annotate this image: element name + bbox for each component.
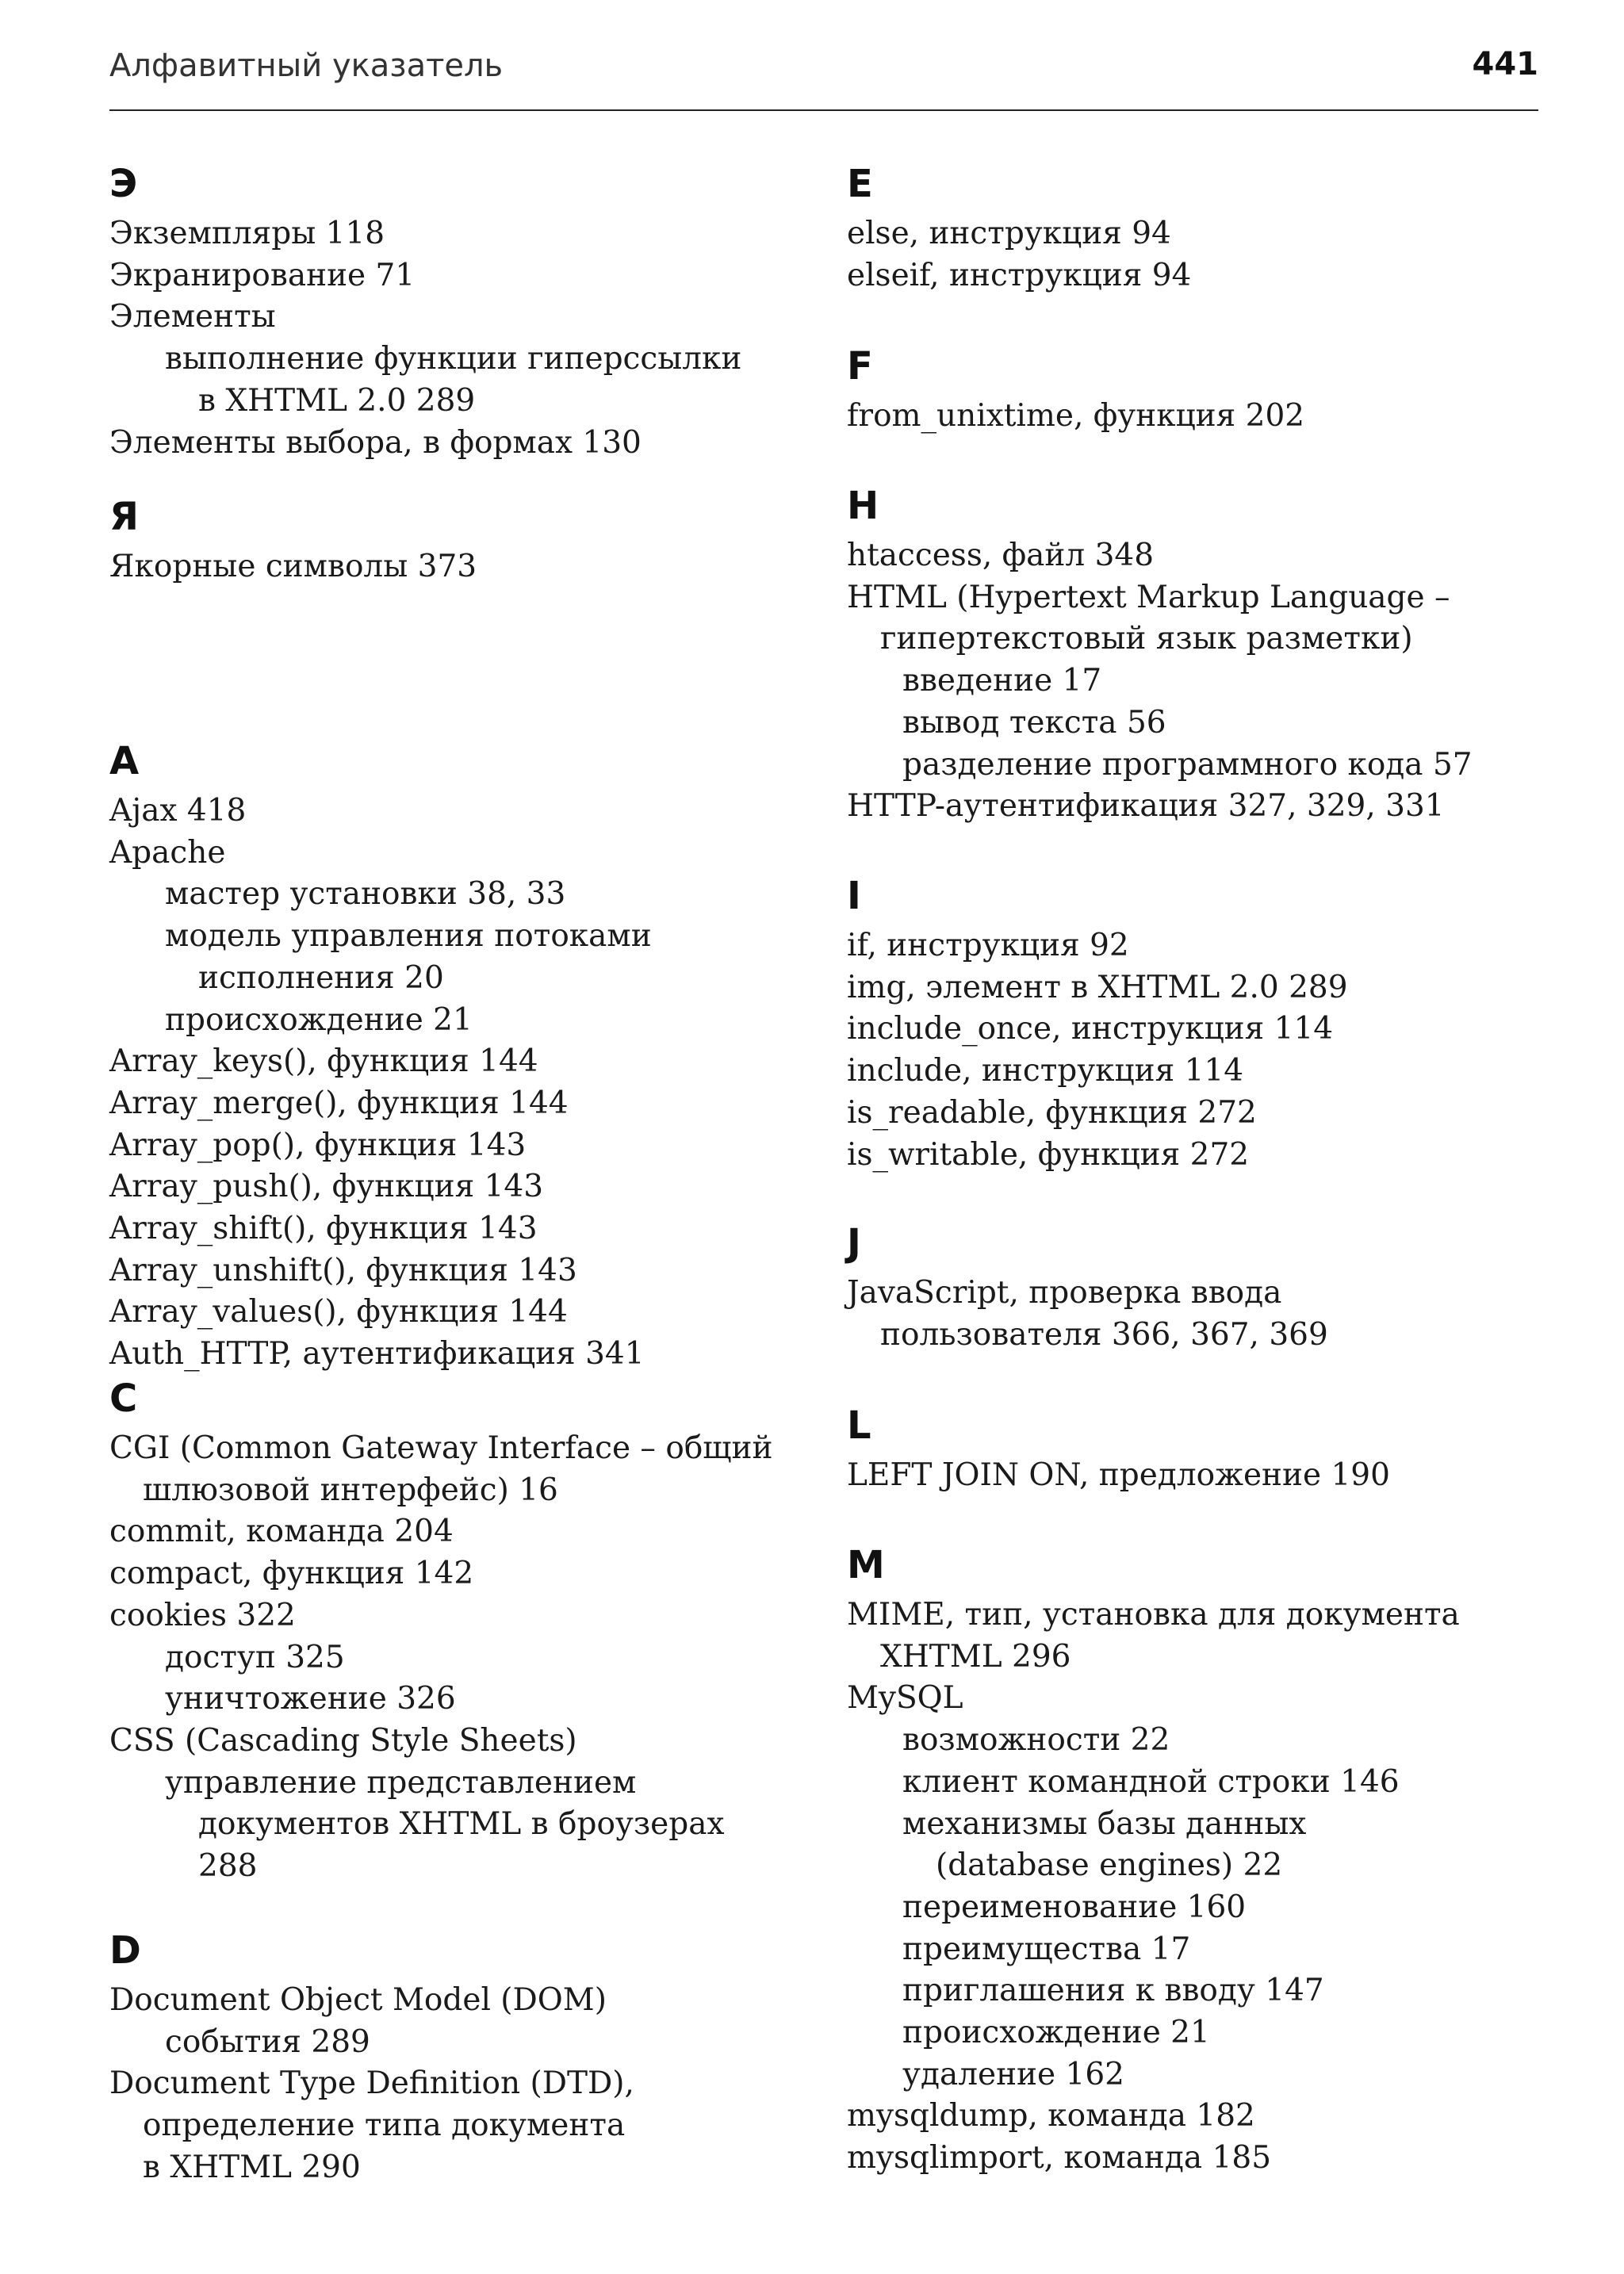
index-entry: Якорные символы 373 <box>109 549 477 584</box>
index-entry: include_once, инструкция 114 <box>847 1011 1334 1047</box>
index-subentry: в XHTML 290 <box>143 2149 361 2185</box>
index-subentry: гипертекстовый язык разметки) <box>880 621 1413 657</box>
index-subentry: XHTML 296 <box>880 1638 1071 1675</box>
section-letter: Э <box>109 162 138 206</box>
index-subentry: события 289 <box>165 2023 370 2060</box>
index-subentry: возможности 22 <box>902 1722 1170 1759</box>
index-subentry: 288 <box>198 1848 258 1884</box>
index-subentry: определение типа документа <box>143 2107 626 2144</box>
index-entry: MIME, тип, установка для документа <box>847 1597 1460 1633</box>
index-entry: Auth_HTTP, аутентификация 341 <box>109 1336 645 1372</box>
section-letter: A <box>109 739 140 783</box>
index-entry: if, инструкция 92 <box>847 928 1129 963</box>
index-entry: Экземпляры 118 <box>109 216 385 251</box>
section-letter: E <box>847 162 873 206</box>
index-entry: Array_merge(), функция 144 <box>109 1085 569 1121</box>
index-entry: Document Object Model (DOM) <box>109 1982 607 2018</box>
index-entry: img, элемент в XHTML 2.0 289 <box>847 969 1348 1005</box>
section-letter: H <box>847 484 879 528</box>
section-letter: C <box>109 1376 138 1421</box>
index-entry: Экранирование 71 <box>109 257 416 293</box>
index-subentry: документов XHTML в броузерах <box>198 1806 725 1843</box>
index-entry: is_readable, функция 272 <box>847 1094 1257 1131</box>
index-entry: from_unixtime, функция 202 <box>847 398 1305 434</box>
index-entry: Document Type Definition (DTD), <box>109 2065 634 2102</box>
index-subentry: вывод текста 56 <box>902 704 1166 741</box>
index-subentry: механизмы базы данных <box>902 1805 1307 1842</box>
index-entry: htaccess, файл 348 <box>847 538 1155 573</box>
index-entry: elseif, инструкция 94 <box>847 257 1192 293</box>
index-entry: MySQL <box>847 1680 963 1717</box>
index-subentry: уничтожение 326 <box>165 1681 456 1717</box>
index-subentry: происхождение 21 <box>902 2015 1210 2050</box>
page-number: 441 <box>1472 46 1538 82</box>
index-entry: Array_unshift(), функция 143 <box>109 1252 577 1288</box>
index-entry: Array_shift(), функция 143 <box>109 1211 538 1246</box>
section-letter: D <box>109 1928 141 1973</box>
running-header <box>109 46 1538 111</box>
index-subentry: удаление 162 <box>902 2056 1124 2092</box>
index-subentry: происхождение 21 <box>165 1001 473 1038</box>
index-subentry: модель управления потоками <box>165 918 652 955</box>
section-letter: I <box>847 874 861 918</box>
index-entry: compact, функция 142 <box>109 1556 474 1592</box>
section-letter: Я <box>109 495 139 539</box>
index-entry: CSS (Cascading Style Sheets) <box>109 1722 577 1759</box>
index-subentry: клиент командной строки 146 <box>902 1763 1400 1800</box>
index-entry: is_writable, функция 272 <box>847 1136 1250 1173</box>
index-subentry: исполнения 20 <box>198 959 444 996</box>
index-entry: HTTP-аутентификация 327, 329, 331 <box>847 788 1445 825</box>
index-subentry: управление представлением <box>165 1764 637 1801</box>
index-subentry: преимущества 17 <box>902 1931 1191 1967</box>
index-entry: Элементы <box>109 299 276 335</box>
index-entry: cookies 322 <box>109 1597 296 1633</box>
index-entry: Array_values(), функция 144 <box>109 1294 568 1330</box>
section-letter: F <box>847 344 873 389</box>
index-subentry: разделение программного кода 57 <box>902 746 1473 783</box>
index-subentry: введение 17 <box>902 663 1102 699</box>
section-letter: M <box>847 1543 885 1587</box>
index-subentry: в XHTML 2.0 289 <box>198 382 476 419</box>
index-entry: Элементы выбора, в формах 130 <box>109 424 642 461</box>
index-entry: mysqlimport, команда 185 <box>847 2140 1272 2176</box>
index-entry: include, инструкция 114 <box>847 1053 1244 1089</box>
index-subentry: мастер установки 38, 33 <box>165 876 566 913</box>
index-entry: else, инструкция 94 <box>847 216 1171 251</box>
section-letter: J <box>847 1221 861 1265</box>
index-subentry: приглашения к вводу 147 <box>902 1973 1324 2009</box>
index-entry: Apache <box>109 834 226 871</box>
index-entry: Array_push(), функция 143 <box>109 1169 544 1205</box>
index-entry: Ajax 418 <box>109 793 247 829</box>
index-entry: commit, команда 204 <box>109 1514 454 1550</box>
index-subentry: (database engines) 22 <box>936 1847 1283 1884</box>
index-subentry: выполнение функции гиперссылки <box>165 341 742 377</box>
index-entry: Array_pop(), функция 143 <box>109 1127 527 1163</box>
index-entry: CGI (Common Gateway Interface – общий <box>109 1430 773 1466</box>
index-entry: HTML (Hypertext Markup Language – <box>847 579 1450 615</box>
index-subentry: доступ 325 <box>165 1639 345 1675</box>
running-title: Алфавитный указатель <box>109 48 504 84</box>
section-letter: L <box>847 1403 871 1448</box>
index-entry: LEFT JOIN ON, предложение 190 <box>847 1457 1390 1493</box>
index-subentry: пользователя 366, 367, 369 <box>880 1316 1328 1353</box>
index-entry: Array_keys(), функция 144 <box>109 1043 538 1080</box>
index-entry: mysqldump, команда 182 <box>847 2098 1255 2134</box>
index-entry: JavaScript, проверка ввода <box>847 1275 1282 1311</box>
index-subentry: шлюзовой интерфейс) 16 <box>143 1472 558 1508</box>
index-subentry: переименование 160 <box>902 1889 1247 1925</box>
